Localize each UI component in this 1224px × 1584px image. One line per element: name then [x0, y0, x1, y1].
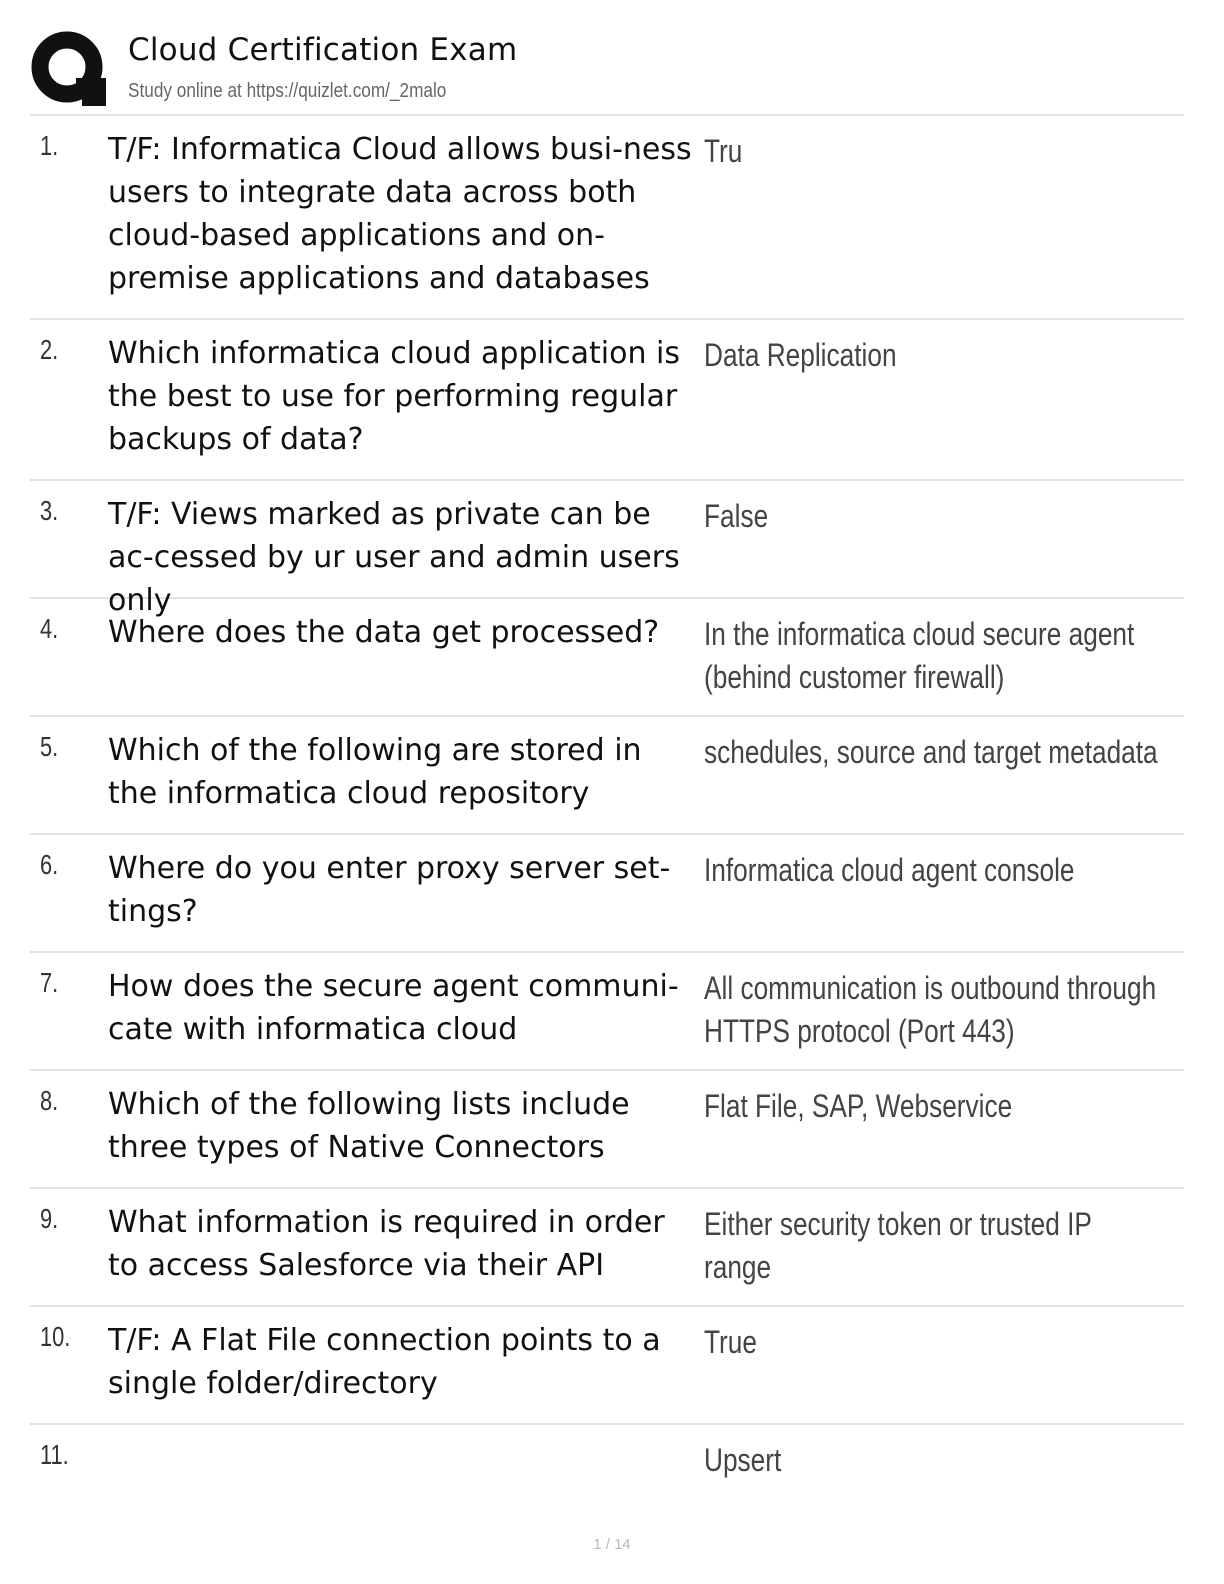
card-term: What information is required in order to access Salesforce via their API — [108, 1205, 665, 1283]
card-term: T/F: Views marked as private can be ac-cessed by ur user and admin users only — [108, 497, 680, 618]
card-definition: Informatica cloud agent console — [704, 852, 1075, 888]
flashcard-row — [30, 717, 1184, 835]
card-definition: Data Replication — [704, 337, 897, 373]
flashcard-row — [30, 1189, 1184, 1307]
flashcard-row — [30, 116, 1184, 320]
card-term: Which of the following lists include three types of Native Connectors — [108, 1087, 630, 1165]
flashcard-row — [30, 835, 1184, 953]
card-number: 5. — [40, 731, 59, 762]
card-number: 4. — [40, 613, 59, 644]
flashcard-row — [30, 320, 1184, 481]
card-term: How does the secure agent communi-cate with informatica cloud — [108, 969, 679, 1047]
page-number: 1 / 14 — [593, 1536, 631, 1553]
card-number: 11. — [40, 1439, 69, 1470]
card-number: 10. — [40, 1321, 71, 1352]
card-term: T/F: Informatica Cloud allows busi-ness users to integrate data across both cloud-based applications and on-premise applications and databases — [108, 132, 692, 296]
card-number: 1. — [40, 130, 59, 161]
flashcard-row — [30, 1425, 1184, 1505]
card-number: 6. — [40, 849, 59, 880]
card-term: T/F: A Flat File connection points to a single folder/directory — [108, 1323, 661, 1401]
study-link[interactable]: Study online at https://quizlet.com/_2malo — [128, 80, 447, 102]
card-definition: True — [704, 1324, 757, 1360]
page-title: Cloud Certification Exam — [128, 32, 518, 68]
card-definition: In the informatica cloud secure agent (behind customer firewall) — [704, 616, 1135, 695]
flashcard-row — [30, 599, 1184, 717]
card-number: 7. — [40, 967, 59, 998]
quizlet-logo-icon — [30, 30, 108, 108]
card-term: Which of the following are stored in the informatica cloud repository — [108, 733, 642, 811]
flashcard-row — [30, 1071, 1184, 1189]
card-definition: Upsert — [704, 1442, 782, 1478]
card-number: 2. — [40, 334, 59, 365]
card-definition: False — [704, 498, 769, 534]
page-header — [30, 28, 1184, 114]
card-definition: schedules, source and target metadata — [704, 734, 1158, 770]
card-number: 3. — [40, 495, 59, 526]
card-definition: Either security token or trusted IP range — [704, 1206, 1092, 1285]
card-term: Where does the data get processed? — [108, 615, 660, 650]
card-term: Where do you enter proxy server set-tings? — [108, 851, 671, 929]
card-definition: Flat File, SAP, Webservice — [704, 1088, 1013, 1124]
card-number: 8. — [40, 1085, 59, 1116]
flashcard-row — [30, 1307, 1184, 1425]
flashcard-row — [30, 481, 1184, 618]
card-definition: All communication is outbound through HTTPS protocol (Port 443) — [704, 970, 1157, 1049]
flashcard-row — [30, 953, 1184, 1071]
card-term: Which informatica cloud application is the best to use for performing regular backups of data? — [108, 336, 681, 457]
card-number: 9. — [40, 1203, 59, 1234]
card-definition: Tru — [704, 133, 743, 169]
flashcard-list — [30, 116, 1184, 1505]
